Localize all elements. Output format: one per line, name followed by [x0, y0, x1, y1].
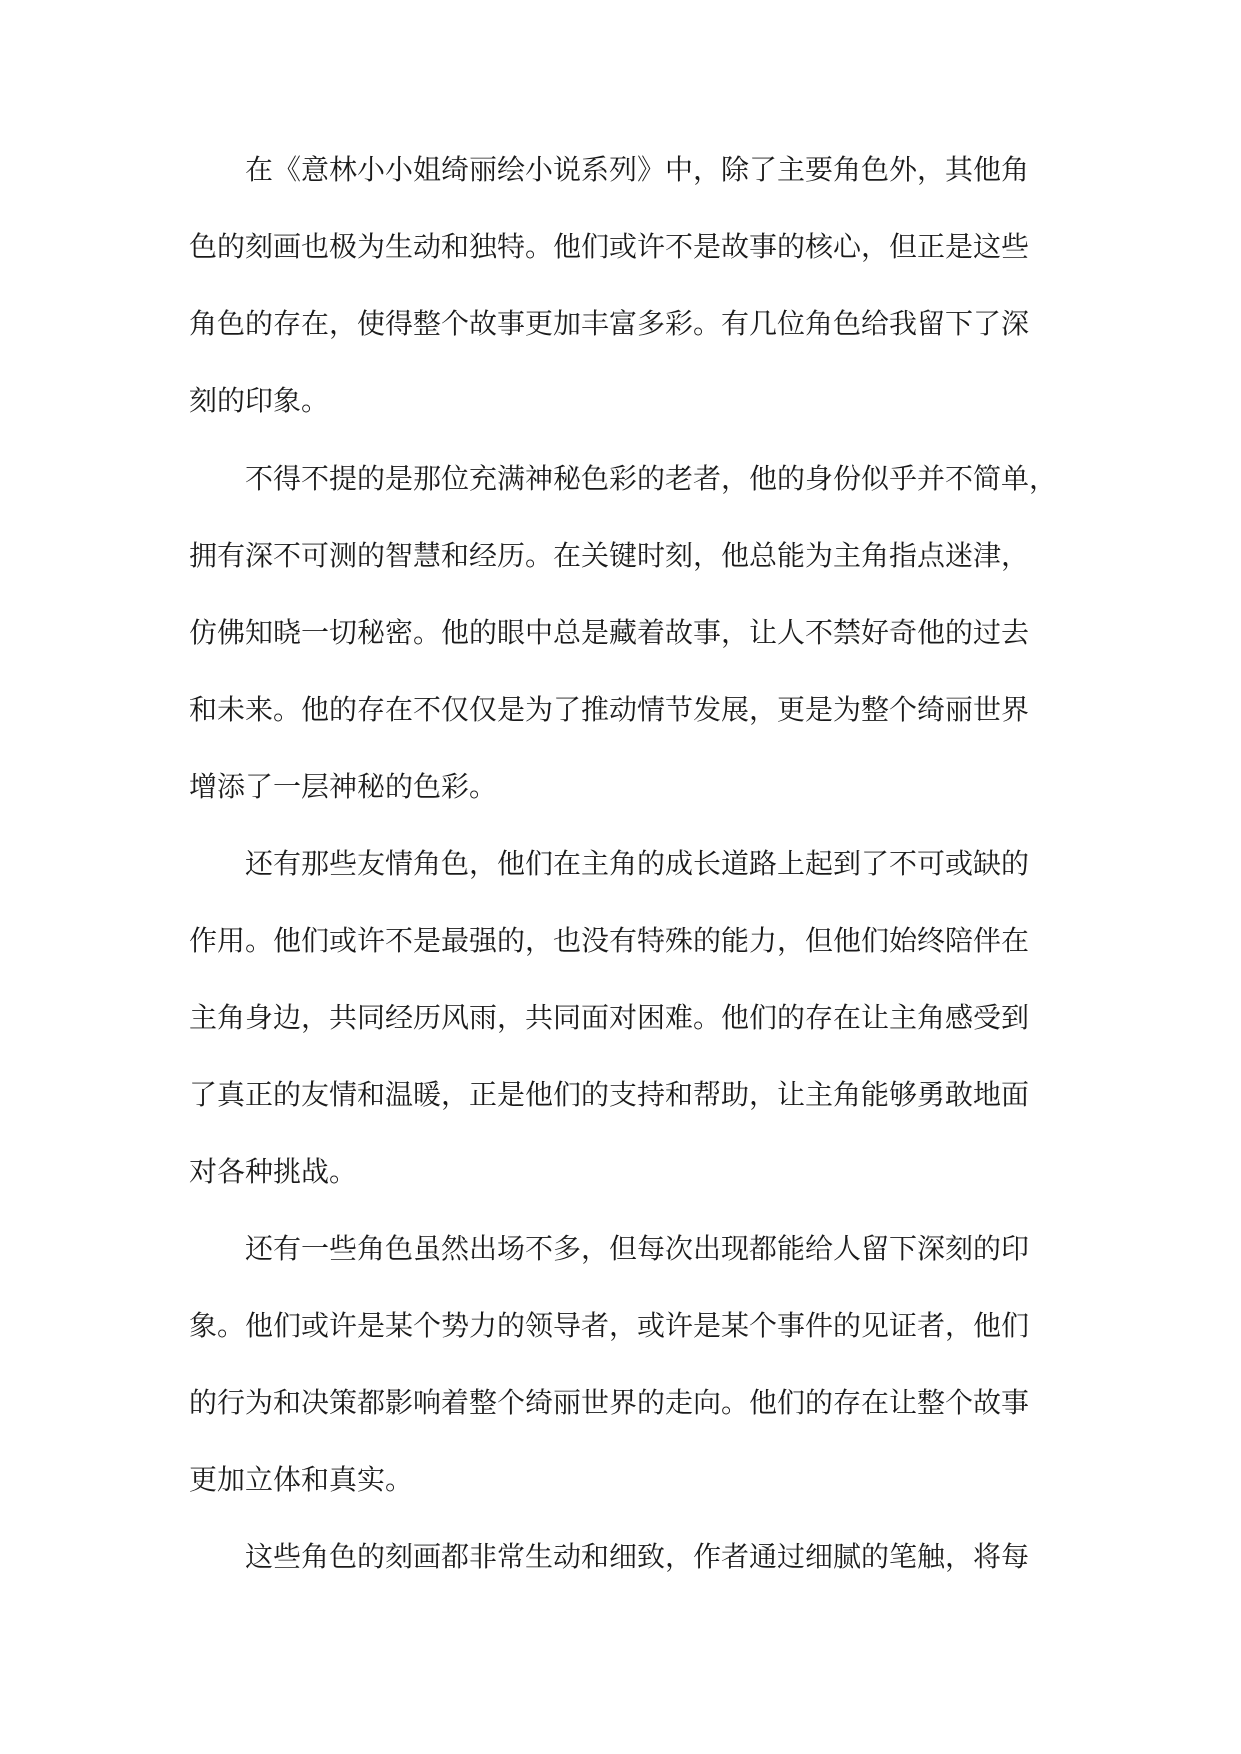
- paragraph-4-line-4: 更加立体和真实。: [189, 1463, 414, 1496]
- paragraph-2-line-4: 和未来。他的存在不仅仅是为了推动情节发展，更是为整个绮丽世界: [189, 693, 1030, 726]
- paragraph-2-line-5: 增添了一层神秘的色彩。: [189, 770, 498, 803]
- paragraph-4-line-3: 的行为和决策都影响着整个绮丽世界的走向。他们的存在让整个故事: [189, 1386, 1030, 1419]
- paragraph-1-line-3: 角色的存在，使得整个故事更加丰富多彩。有几位角色给我留下了深: [189, 307, 1030, 340]
- paragraph-1-line-1: 在《意林小小姐绮丽绘小说系列》中，除了主要角色外，其他角: [245, 153, 1030, 186]
- paragraph-3-line-5: 对各种挑战。: [189, 1155, 358, 1188]
- paragraph-3-line-1: 还有那些友情角色，他们在主角的成长道路上起到了不可或缺的: [245, 847, 1030, 880]
- paragraph-4-line-1: 还有一些角色虽然出场不多，但每次出现都能给人留下深刻的印: [245, 1232, 1030, 1265]
- paragraph-4-line-2: 象。他们或许是某个势力的领导者，或许是某个事件的见证者，他们: [189, 1309, 1030, 1342]
- paragraph-2-line-1: 不得不提的是那位充满神秘色彩的老者，他的身份似乎并不简单，: [245, 462, 1058, 495]
- paragraph-1-line-4: 刻的印象。: [189, 384, 330, 417]
- paragraph-2-line-2: 拥有深不可测的智慧和经历。在关键时刻，他总能为主角指点迷津，: [189, 539, 1030, 572]
- paragraph-1-line-2: 色的刻画也极为生动和独特。他们或许不是故事的核心，但正是这些: [189, 230, 1030, 263]
- paragraph-5-line-1: 这些角色的刻画都非常生动和细致，作者通过细腻的笔触，将每: [245, 1540, 1030, 1573]
- paragraph-3-line-4: 了真正的友情和温暖，正是他们的支持和帮助，让主角能够勇敢地面: [189, 1078, 1030, 1111]
- paragraph-3-line-3: 主角身边，共同经历风雨，共同面对困难。他们的存在让主角感受到: [189, 1001, 1030, 1034]
- paragraph-2-line-3: 仿佛知晓一切秘密。他的眼中总是藏着故事，让人不禁好奇他的过去: [189, 616, 1030, 649]
- paragraph-3-line-2: 作用。他们或许不是最强的，也没有特殊的能力，但他们始终陪伴在: [189, 924, 1030, 957]
